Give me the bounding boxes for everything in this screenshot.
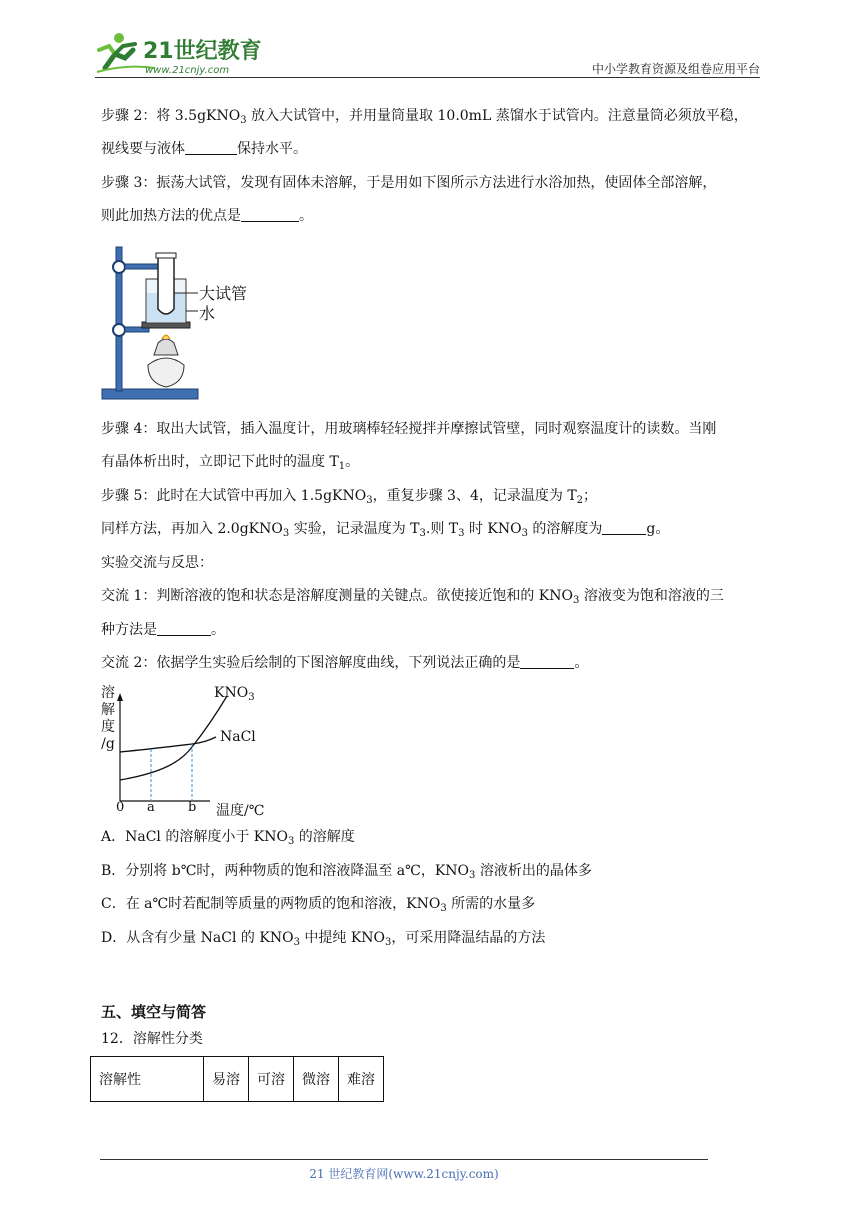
- logo-main-text: 21世纪教育: [143, 39, 262, 64]
- table-row: [91, 1057, 384, 1102]
- table-cell: 难溶: [339, 1057, 384, 1102]
- exchange2-line: 交流 2：依据学生实验后绘制的下图溶解度曲线，下列说法正确的是 。: [101, 655, 589, 671]
- table-cell: 易溶: [204, 1057, 249, 1102]
- series-label-kno3: $KNO_3$: [214, 685, 255, 703]
- y-axis-arrow: [117, 693, 123, 701]
- x-tick-label: a: [147, 800, 155, 815]
- footer-text[interactable]: 21 世纪教育网(www.21cnjy.com): [309, 1167, 499, 1181]
- option-c[interactable]: C．在 a℃时若配制等质量的两物质的饱和溶液，$KNO_3$ 所需的水量多: [101, 896, 536, 914]
- step2-line2: 视线要与液体 保持水平。: [101, 141, 307, 157]
- series-line-nacl: [120, 737, 216, 752]
- logo-sub-text: www.21cnjy.com: [145, 65, 230, 76]
- y-axis-label: 溶 解 度 /g: [101, 685, 115, 752]
- option-a[interactable]: A．NaCl 的溶解度小于 $KNO_3$ 的溶解度: [101, 829, 355, 847]
- solubility-table: [90, 1056, 384, 1102]
- step2-line1: 步骤 2：将 3.5gKNO$_3$ 放入大试管中，并用量筒量取 10.0mL 蒸馏水于试管内。注意量筒必须放平稳，: [101, 108, 748, 126]
- series-line-kno3: [120, 696, 227, 780]
- x-tick-label: 0: [116, 800, 125, 815]
- answer-blank[interactable]: [520, 654, 574, 669]
- label-large-test-tube: 大试管: [199, 284, 248, 303]
- answer-blank[interactable]: [185, 140, 237, 155]
- header-divider: [95, 77, 760, 78]
- option-b[interactable]: B．分别将 b℃时，两种物质的饱和溶液降温至 a℃，$KNO_3$ 溶液析出的晶体多: [101, 863, 592, 881]
- platform-name: 中小学教育资源及组卷应用平台: [591, 62, 760, 76]
- x-tick-label: b: [188, 800, 197, 815]
- answer-blank[interactable]: [602, 520, 646, 535]
- footer-divider: [100, 1159, 708, 1160]
- series-label-nacl: NaCl: [220, 729, 256, 745]
- section-title: 五、填空与简答: [101, 1003, 207, 1021]
- exchange-title: 实验交流与反思：: [101, 555, 213, 571]
- question12-title: 12．溶解性分类: [101, 1031, 203, 1047]
- table-cell: 微溶: [294, 1057, 339, 1102]
- solubility-chart: [100, 681, 280, 821]
- table-cell: 可溶: [249, 1057, 294, 1102]
- answer-blank[interactable]: [241, 207, 299, 222]
- x-axis-label: 温度/℃: [216, 803, 265, 819]
- option-d[interactable]: D．从含有少量 NaCl 的 $KNO_3$ 中提纯 $KNO_3$，可采用降温结晶的方法: [101, 930, 546, 948]
- step3-line1: 步骤 3：振荡大试管，发现有固体未溶解，于是用如下图所示方法进行水浴加热，使固体全部溶解，: [101, 175, 717, 191]
- label-water: 水: [199, 304, 216, 323]
- logo: [95, 28, 265, 80]
- step4-line1: 步骤 4：取出大试管，插入温度计，用玻璃棒轻轻搅拌并摩擦试管壁，同时观察温度计的读数。当刚: [101, 421, 717, 437]
- step3-line2: 则此加热方法的优点是 。: [101, 208, 313, 224]
- water-bath-apparatus-figure: [100, 243, 260, 407]
- table-header-cell: 溶解性: [91, 1057, 204, 1102]
- step4-line2: 有晶体析出时，立即记下此时的温度 $T_1$。: [101, 454, 360, 472]
- exchange1-line1: 交流 1：判断溶液的饱和状态是溶解度测量的关键点。欲使接近饱和的 $KNO_3$ 溶液变为饱和溶液的三: [101, 588, 724, 606]
- exchange1-line2: 种方法是 。: [101, 622, 225, 638]
- answer-blank[interactable]: [157, 621, 211, 636]
- same-method-line: 同样方法，再加入 2.0gKNO$_3$ 实验，记录温度为 $T_3$.则 $T_3$ 时 $KNO_3$ 的溶解度为 g。: [101, 521, 670, 539]
- step5-line: 步骤 5：此时在大试管中再加入 1.5gKNO$_3$，重复步骤 3、4，记录温度为 $T_2$；: [101, 488, 598, 506]
